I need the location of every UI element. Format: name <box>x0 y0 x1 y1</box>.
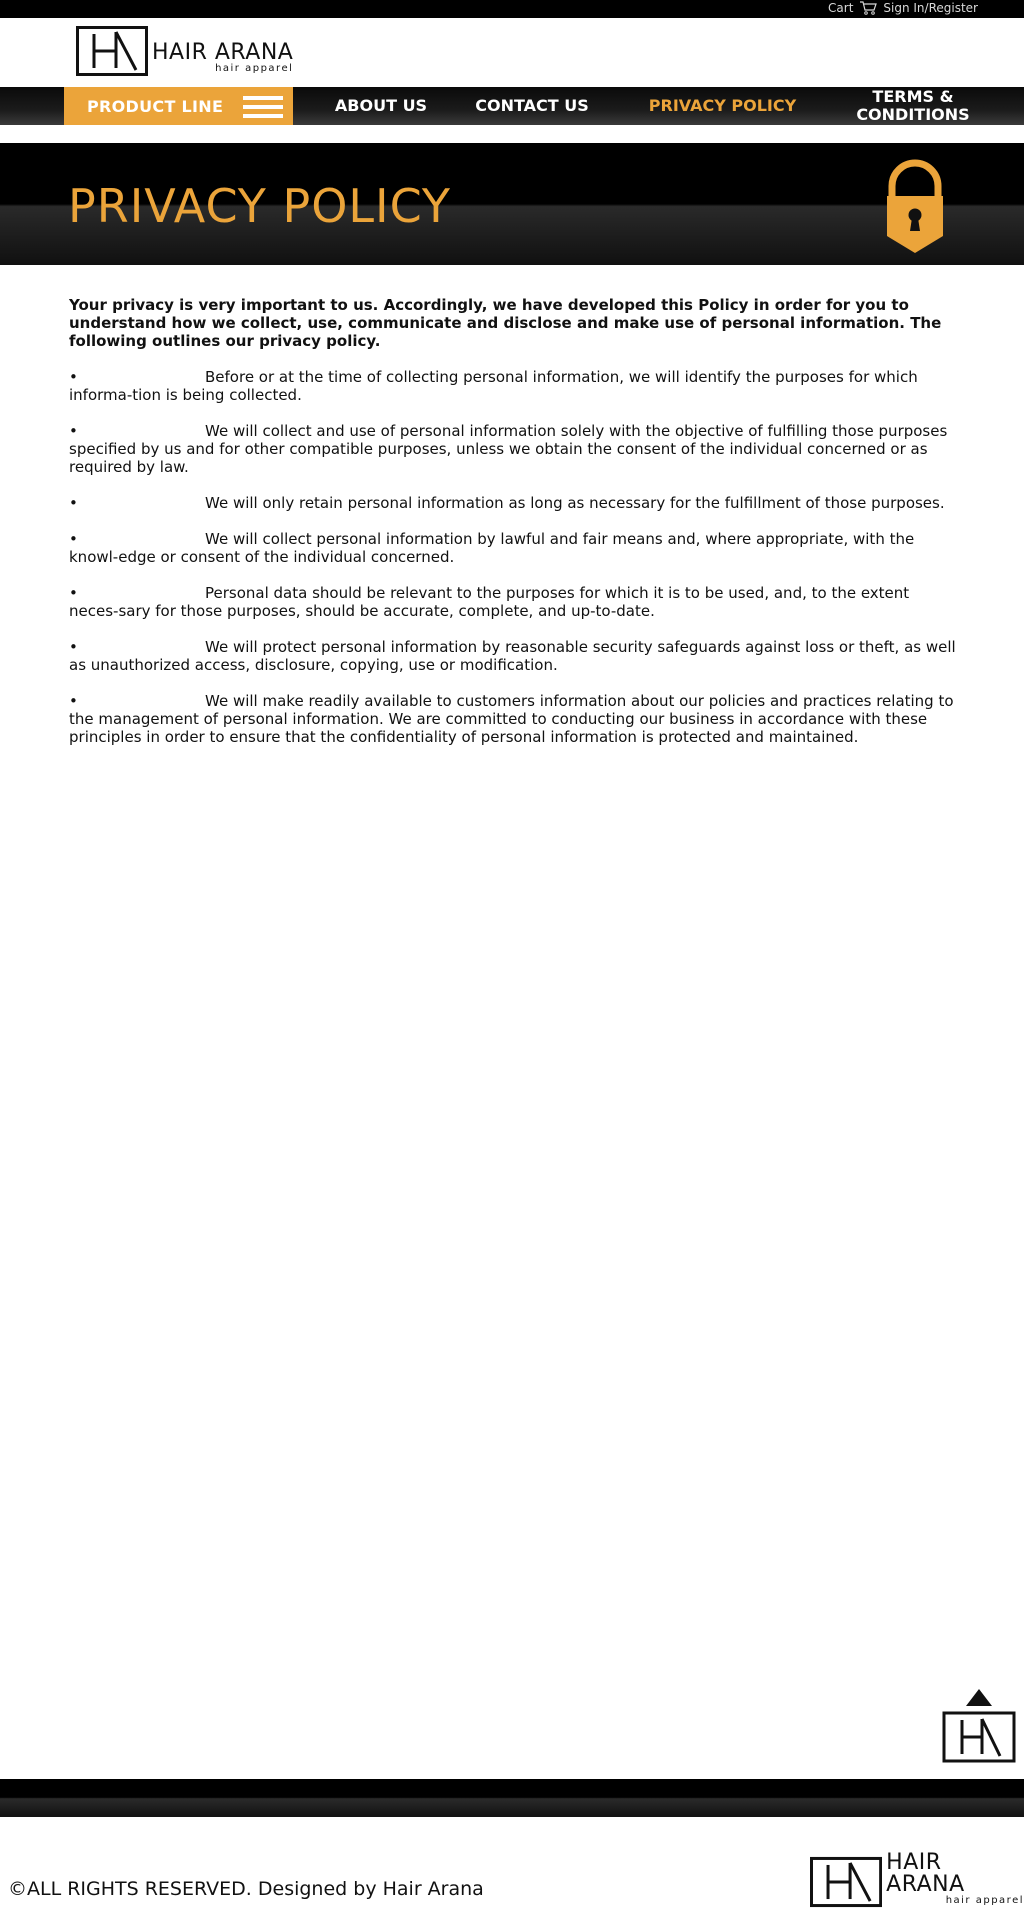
bullet-text: Before or at the time of collecting personal information, we will identify the purposes for which informa-tion is being collected. <box>69 368 918 404</box>
cart-icon[interactable] <box>859 1 877 15</box>
logo-mark-icon <box>76 26 148 76</box>
site-logo[interactable] <box>76 26 293 76</box>
policy-bullet <box>69 422 961 476</box>
footer-band <box>0 1779 1024 1817</box>
logo-mark-icon <box>810 1856 882 1908</box>
policy-bullet <box>69 638 961 674</box>
policy-bullet <box>69 368 961 404</box>
bullet-text: We will protect personal information by reasonable security safeguards against loss or theft, as well as unauthorized access, disclosure, copying, use or modification. <box>69 638 956 674</box>
brand-name: HAIR ARANA <box>886 1850 965 1897</box>
bullet-text: We will collect and use of personal information solely with the objective of fulfilling those purposes specified by us and for other compatible purposes, unless we obtain the consent of the individual concerned or as required by law. <box>69 422 948 476</box>
logo-wordmark <box>152 42 293 74</box>
back-to-top-button[interactable] <box>942 1688 1016 1764</box>
top-utility-bar <box>0 0 1024 18</box>
product-line-label: PRODUCT LINE <box>87 96 224 116</box>
page-title: PRIVACY POLICY <box>68 179 452 233</box>
brand-tagline: hair apparel <box>945 1895 1024 1906</box>
bullet-text: We will only retain personal information as long as necessary for the fulfillment of those purposes. <box>205 494 945 512</box>
policy-bullet <box>69 584 961 620</box>
copyright-text: ©ALL RIGHTS RESERVED. Designed by Hair Arana <box>8 1878 484 1900</box>
bullet-mark: • <box>69 638 78 656</box>
bullet-mark: • <box>69 422 78 440</box>
nav-item-terms-conditions[interactable]: TERMS & CONDITIONS <box>856 87 970 124</box>
nav-item-contact-us[interactable]: CONTACT US <box>475 96 589 115</box>
footer-logo-wordmark <box>886 1852 1024 1906</box>
page-banner <box>0 143 1024 265</box>
product-line-menu-button[interactable] <box>64 87 293 125</box>
policy-bullet <box>69 692 961 746</box>
policy-bullet <box>69 530 961 566</box>
bullet-text: We will make readily available to customers information about our policies and practices relating to the management of personal information. We are committed to conducting our business in accordance with these principles in order to ensure that the confidentiality of personal information is protected and maintained. <box>69 692 954 746</box>
privacy-policy-content <box>69 296 961 764</box>
sign-in-register-link[interactable]: Sign In/Register <box>883 1 978 15</box>
bullet-mark: • <box>69 584 78 602</box>
hamburger-icon <box>243 96 283 118</box>
bullet-text: We will collect personal information by lawful and fair means and, where appropriate, with the knowl-edge or consent of the individual concerned. <box>69 530 915 566</box>
bullet-text: Personal data should be relevant to the purposes for which it is to be used, and, to the extent neces-sary for those purposes, should be accurate, complete, and up-to-date. <box>69 584 910 620</box>
bullet-mark: • <box>69 530 78 548</box>
nav-item-privacy-policy[interactable]: PRIVACY POLICY <box>648 96 797 115</box>
up-arrow-icon <box>966 1689 992 1706</box>
brand-name: HAIR ARANA <box>152 40 294 65</box>
padlock-icon <box>884 158 946 254</box>
brand-tagline: hair apparel <box>215 63 294 74</box>
account-links <box>828 1 978 15</box>
bullet-mark: • <box>69 692 78 710</box>
main-navigation <box>0 87 1024 125</box>
nav-item-about-us[interactable]: ABOUT US <box>334 96 428 115</box>
bullet-mark: • <box>69 494 78 512</box>
footer-logo[interactable] <box>810 1852 1024 1908</box>
policy-intro: Your privacy is very important to us. Accordingly, we have developed this Policy in order for you to understand how we collect, use, communicate and disclose and make use of personal information. The following outlines our privacy policy. <box>69 296 942 350</box>
cart-link[interactable]: Cart <box>828 1 854 15</box>
policy-bullet <box>69 494 961 512</box>
bullet-mark: • <box>69 368 78 386</box>
